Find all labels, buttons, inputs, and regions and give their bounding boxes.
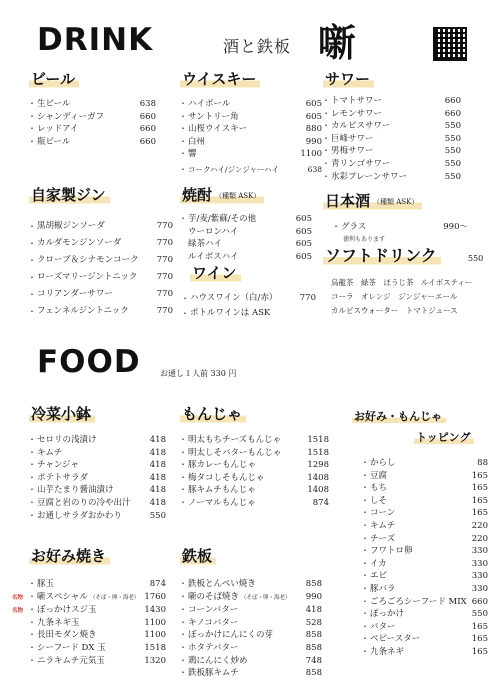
topping-list [362,457,488,659]
list-item: ・ バター 165 [362,621,488,634]
gin-list [29,218,173,320]
list-item: ・ 生ビール 638 [29,98,156,111]
sake-section [323,190,473,243]
list-item: ・ チャンジャ 418 [29,459,166,472]
otoshi-note: お通し１人前 330 円 [160,369,237,378]
beer-list [29,98,156,148]
list-item: ・ イカ 330 [362,558,488,571]
wine-section [190,262,316,321]
sake-sub-note: 徳利もあります [343,235,386,243]
list-item: ・ レッドアイ 660 [29,123,156,136]
list-item: ・ コーンバター 418 [180,604,322,617]
list-item: ・ クローブ＆シナモンコーク 770 [29,252,173,269]
list-item: ・ 明太しそバターもんじゃ 1518 [180,447,329,460]
beer-section [29,68,156,148]
list-item: ・ 男梅サワー 550 [323,145,461,158]
list-item: ・ コークハイ/ジンジャーハイ 638 [180,164,322,177]
list-item: ・ 豚バラ 330 [362,583,488,596]
list-item: ・ ベビースター 165 [362,633,488,646]
list-item: ・ ハイボール 605 [180,98,322,111]
list-item: ・ ボトルワインは ASK [182,306,316,321]
list-item: ・ 噺のそば焼き （そば・卵・海老） 990 [180,591,322,605]
monja-list [180,434,329,510]
cold-dishes-list [29,434,166,522]
cold-dishes-section [29,403,166,522]
whisky-heading: ウイスキー [180,70,260,89]
list-item: ・ ローズマリージントニック 770 [29,269,173,286]
list-item: ・ ノーマルもんじゃ 874 [180,497,329,510]
list-item: ・ ニラキムチ元気玉 1320 [29,655,166,668]
sake-note: （種類 ASK） [373,198,419,206]
shochu-list [180,213,312,263]
list-item: 名物 ・ 噺スペシャル （そば・卵・海老） 1760 [29,591,166,605]
list-item: ・ 黒胡椒ジンソーダ 770 [29,218,173,235]
list-item: ・ 九条ネギ 165 [362,646,488,659]
topping-section [352,405,488,659]
brand-subtitle: 酒と鉄板 [223,37,292,56]
list-item: ・ もち 165 [362,482,488,495]
beer-heading: ビール [29,70,79,89]
list-item: ・ 豚玉 874 [29,578,166,591]
soft-drink-price: 550 [468,254,484,263]
list-item: ルイボスハイ 605 [188,251,312,262]
list-item: ・ ごろごろシーフード MIX 660 [362,596,488,609]
soft-drink-section [323,243,488,318]
list-item: ・ ぽっかけ 550 [362,608,488,621]
list-item: ・ 豆腐と岩のりの冷や出汁 418 [29,497,166,510]
list-item: ・ サントリー角 605 [180,111,322,124]
list-item: ・ 鉄板豚キムチ 858 [180,667,322,680]
list-item: ・ ぼっかけにんにくの芽 858 [180,629,322,642]
okonomiyaki-list [12,578,166,667]
list-item: ・ 瓶ビール 660 [29,136,156,149]
list-item: ・ 青リンゴサワー 550 [323,158,461,171]
okonomiyaki-section [12,545,166,667]
list-item: ・ 白州 990 [180,136,322,149]
topping-heading-2: トッピング [414,431,474,445]
food-title: FOOD [37,344,141,380]
list-item: ・ トマトサワー 660 [323,95,461,108]
list-item: ・ ホタテバター 858 [180,642,322,655]
list-item: ・ からし 88 [362,457,488,470]
list-item: ・ エビ 330 [362,570,488,583]
list-item: ・ セロリの浅漬け 418 [29,434,166,447]
cold-dishes-heading: 冷菜小鉢 [29,405,95,424]
list-item: ・ 山桜ウイスキー 880 [180,123,322,136]
list-item: ・ 豆腐 165 [362,470,488,483]
list-item: ・ 響 1100 [180,148,322,161]
list-item: ・ 九条ネギ玉 1100 [29,617,166,630]
soft-drink-row: 烏龍茶 緑茶 ほうじ茶 ルイボスティー [331,278,473,287]
soft-drink-heading: ソフトドリンク [323,246,441,266]
list-item: ・ カルダモンジンソーダ 770 [29,235,173,252]
teppan-section [180,545,322,680]
gin-heading: 自家製ジン [29,186,110,205]
list-item: ・ カルピスサワー 550 [323,120,461,133]
list-item: ・ グラス 990〜 [323,221,468,234]
wine-list [182,291,316,321]
teppan-heading: 鉄板 [180,547,216,566]
list-item: ・ フワトロ卵 330 [362,545,488,558]
list-item: ・ 氷彩プレーンサワー 550 [323,171,461,184]
monja-section [180,403,329,510]
list-item: ・ 梅タコしそもんじゃ 1408 [180,472,329,485]
soft-drink-row: カルピスウォーター トマトジュース [331,306,458,315]
list-item: ・ シャンディーガフ 660 [29,111,156,124]
specialty-tag: 名物 [12,608,24,615]
shochu-heading: 焼酎 （種類 ASK） [180,186,264,205]
list-item: ・ シーフード DX 玉 1518 [29,642,166,655]
gin-section [29,184,173,320]
sour-list [323,95,461,183]
sake-heading: 日本酒 （種類 ASK） [323,192,422,211]
list-item: ・ 山芋たまり醤油漬け 418 [29,484,166,497]
list-item: ・ キムチ 220 [362,520,488,533]
qr-code-icon[interactable] [433,27,467,61]
list-item: ・ 豚カレーもんじゃ 1298 [180,459,329,472]
list-item: ・ コーン 165 [362,507,488,520]
okonomiyaki-heading: お好み焼き [29,547,110,566]
list-item: ・ ポテトサラダ 418 [29,472,166,485]
list-item: ・ 明太もちチーズもんじゃ 1518 [180,434,329,447]
soft-drink-row: コーラ オレンジ ジンジャーエール [331,292,458,301]
wine-heading: ワイン [190,264,241,283]
whisky-section [180,68,322,177]
list-item: ・ ハウスワイン（白/赤） 770 [182,291,316,306]
list-item: ・ 鉄板とんぺい焼き 858 [180,578,322,591]
shochu-note: （種類 ASK） [215,192,261,200]
whisky-list [180,98,322,177]
list-item: ・ フェンネルジントニック 770 [29,303,173,320]
sour-heading: サワー [323,70,374,89]
specialty-tag: 名物 [12,594,24,601]
list-item: ・ お通しサラダおかわり 550 [29,510,166,523]
list-item: ・ キムチ 418 [29,447,166,460]
list-item: ・ 巨峰サワー 550 [323,133,461,146]
list-item: ・ しそ 165 [362,495,488,508]
list-item: ・ 長田モダン焼き 1100 [29,629,166,642]
list-item: ・ コリアンダーサワー 770 [29,286,173,303]
list-item: ・ キノコバター 528 [180,617,322,630]
list-item: ・ 芋/麦/紫蘇/その他 605 [180,213,312,226]
teppan-list [180,578,322,680]
list-item: ・ 鶏にんにく炒め 748 [180,655,322,668]
list-item: 名物 ・ ぼっかけスジ玉 1430 [29,604,166,617]
shochu-section [180,184,312,263]
sake-list [323,221,468,234]
monja-heading: もんじゃ [180,405,246,424]
topping-heading-1: お好み・もんじゃ [352,410,446,424]
sour-section [323,68,461,183]
drink-title: DRINK [37,22,154,58]
list-item: 緑茶ハイ 605 [188,239,312,250]
brand-logo: 噺 [318,20,357,65]
list-item: ウーロンハイ 605 [188,226,312,237]
list-item: ・ レモンサワー 660 [323,108,461,121]
list-item: ・ チーズ 220 [362,533,488,546]
list-item: ・ 豚キムチもんじゃ 1408 [180,484,329,497]
